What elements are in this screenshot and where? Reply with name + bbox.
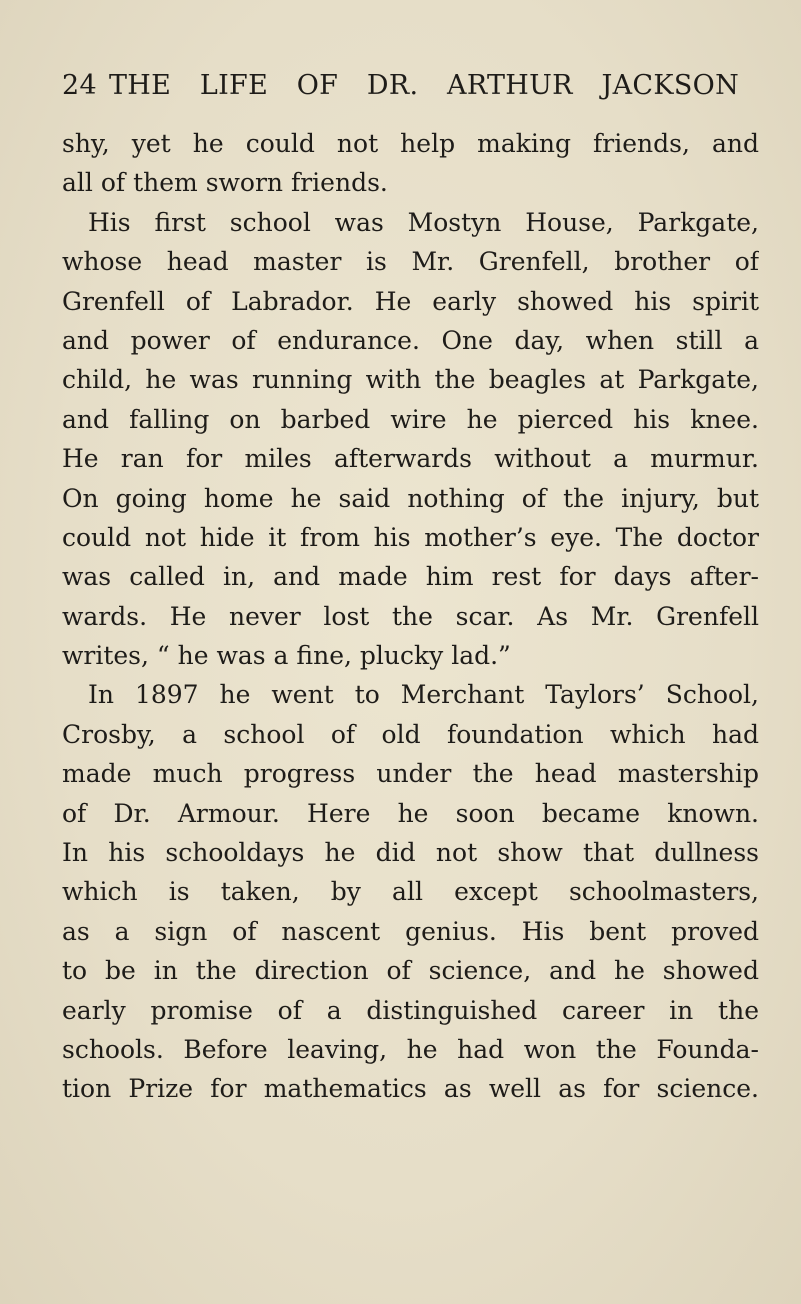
text-line: made much progress under the head mastership bbox=[62, 759, 759, 789]
page-number: 24 bbox=[62, 70, 97, 101]
text-line: His first school was Mostyn House, Parkgate, bbox=[88, 207, 759, 237]
text-line: On going home he said nothing of the injury, but bbox=[62, 483, 759, 513]
text-line: writes, “ he was a fine, plucky lad.” bbox=[62, 641, 511, 671]
text-line: wards. He never lost the scar. As Mr. Grenfell bbox=[62, 601, 759, 631]
text-line: In his schooldays he did not show that dullness bbox=[62, 838, 759, 868]
text-line: He ran for miles afterwards without a murmur. bbox=[62, 444, 759, 474]
text-line: Grenfell of Labrador. He early showed his spirit bbox=[62, 286, 759, 316]
text-line: of Dr. Armour. Here he soon became known. bbox=[62, 798, 759, 828]
text-line: schools. Before leaving, he had won the Founda- bbox=[62, 1034, 759, 1064]
text-line: shy, yet he could not help making friends, and bbox=[62, 129, 759, 158]
text-line: could not hide it from his mother’s eye. The doctor bbox=[62, 522, 759, 552]
text-line: Crosby, a school of old foundation which had bbox=[62, 719, 759, 749]
text-line: early promise of a distinguished career in the bbox=[62, 995, 759, 1025]
text-line: as a sign of nascent genius. His bent proved bbox=[62, 916, 759, 946]
text-line: all of them sworn friends. bbox=[62, 168, 388, 198]
running-head: THE LIFE OF DR. ARTHUR JACKSON bbox=[109, 70, 739, 101]
text-line: was called in, and made him rest for days after- bbox=[62, 562, 759, 592]
page-header bbox=[62, 70, 739, 110]
text-line: In 1897 he went to Merchant Taylors’ School, bbox=[88, 680, 759, 710]
text-line: child, he was running with the beagles at Parkgate, bbox=[62, 365, 759, 395]
text-line: whose head master is Mr. Grenfell, brother of bbox=[62, 247, 759, 277]
text-line: tion Prize for mathematics as well as for science. bbox=[62, 1074, 759, 1104]
text-line: and power of endurance. One day, when still a bbox=[62, 325, 759, 355]
text-line: and falling on barbed wire he pierced his knee. bbox=[62, 404, 759, 434]
text-line: which is taken, by all except schoolmasters, bbox=[62, 877, 759, 907]
text-line: to be in the direction of science, and he showed bbox=[62, 956, 759, 986]
body-text bbox=[62, 124, 759, 1109]
